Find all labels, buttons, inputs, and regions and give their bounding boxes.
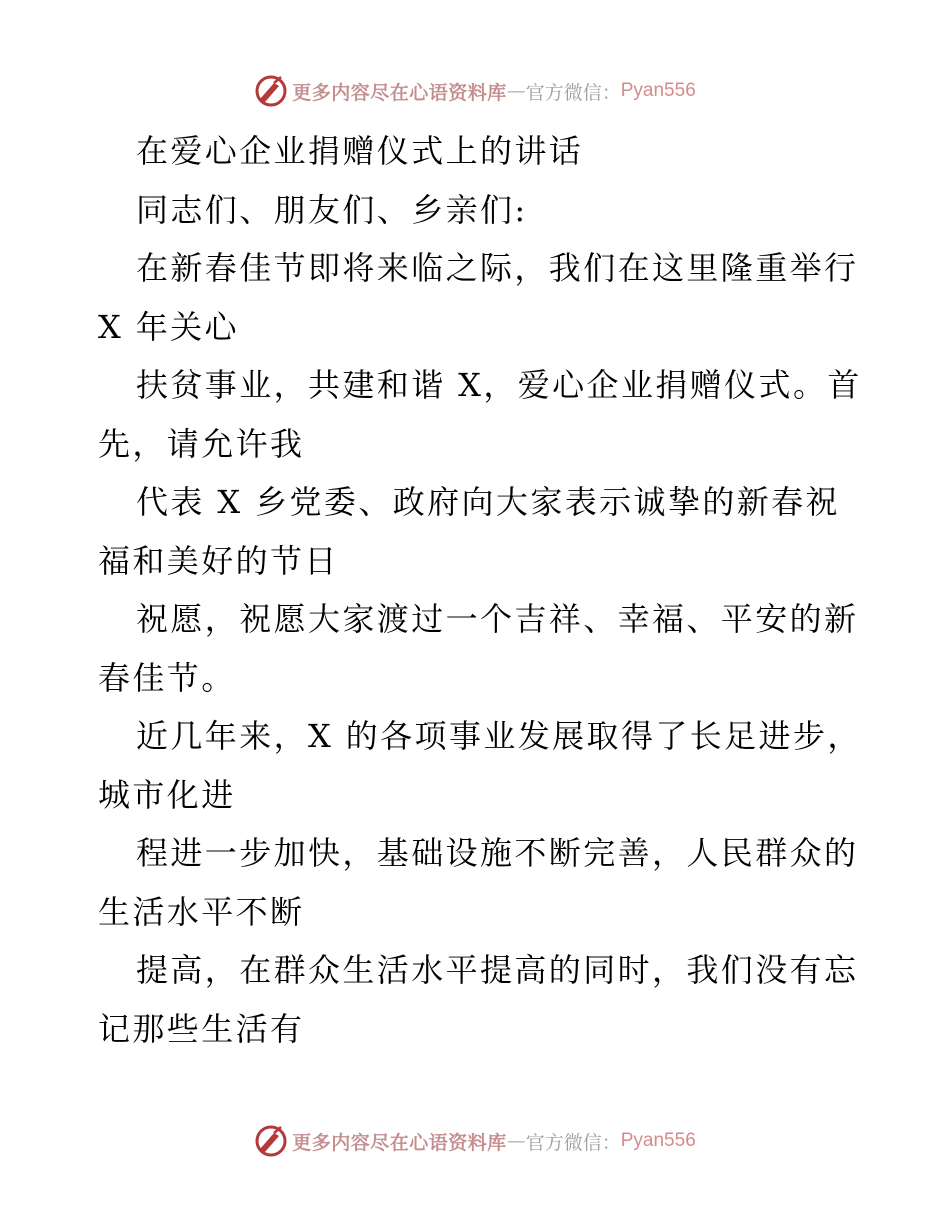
paragraph-line: 春佳节。 bbox=[98, 658, 236, 697]
paragraph-line: 生活水平不断 bbox=[98, 892, 305, 931]
quill-pen-logo-icon bbox=[254, 1124, 288, 1158]
watermark-prefix: 官方微信： bbox=[525, 81, 621, 104]
paragraph-line: 先，请允许我 bbox=[98, 424, 305, 463]
watermark-main-text: 更多内容尽在心语资料库 bbox=[292, 81, 507, 104]
document-body bbox=[98, 122, 862, 1058]
watermark-separator: — bbox=[506, 1130, 526, 1152]
paragraph-line: 近几年来，X 的各项事业发展取得了长足进步， bbox=[136, 717, 862, 755]
paragraph-line: 扶贫事业，共建和谐 X，爱心企业捐赠仪式。首 bbox=[136, 366, 862, 404]
footer-watermark bbox=[0, 1121, 950, 1161]
watermark-main-text: 更多内容尽在心语资料库 bbox=[292, 1131, 507, 1154]
paragraph-line: 提高，在群众生活水平提高的同时，我们没有忘 bbox=[136, 951, 859, 989]
header-watermark bbox=[0, 71, 950, 111]
document-title: 在爱心企业捐赠仪式上的讲话 bbox=[136, 132, 584, 170]
paragraph-line: 记那些生活有 bbox=[98, 1009, 305, 1048]
paragraph-line: 代表 X 乡党委、政府向大家表示诚挚的新春祝 bbox=[136, 483, 840, 521]
watermark-wechat-id: Pyan556 bbox=[620, 80, 696, 101]
salutation: 同志们、朋友们、乡亲们: bbox=[136, 190, 528, 229]
watermark-separator: — bbox=[506, 80, 526, 102]
paragraph-line: 程进一步加快，基础设施不断完善，人民群众的 bbox=[136, 834, 859, 872]
quill-pen-logo-icon bbox=[254, 74, 288, 108]
paragraph-line: 在新春佳节即将来临之际，我们在这里隆重举行 bbox=[136, 249, 859, 287]
paragraph-line: X 年关心 bbox=[98, 307, 239, 346]
paragraph-line: 祝愿，祝愿大家渡过一个吉祥、幸福、平安的新 bbox=[136, 600, 859, 638]
paragraph-line: 福和美好的节日 bbox=[98, 541, 339, 580]
watermark-wechat-id: Pyan556 bbox=[620, 1130, 696, 1151]
paragraph-line: 城市化进 bbox=[98, 775, 236, 814]
watermark-prefix: 官方微信： bbox=[525, 1131, 621, 1154]
